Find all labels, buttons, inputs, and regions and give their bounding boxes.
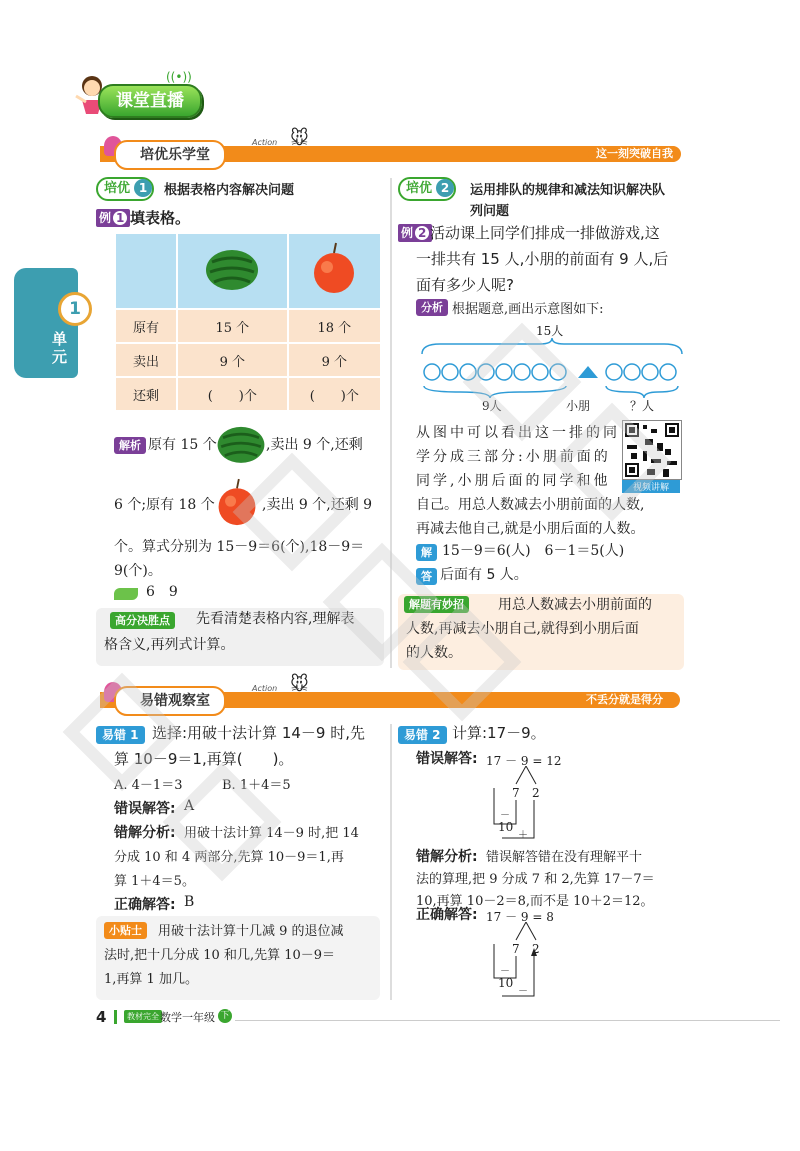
err2-wrong-equation: 17 － 9 = 12 <box>486 754 562 768</box>
broadcast-icon: ((•)) <box>166 70 192 84</box>
err1-correct: B <box>184 894 195 910</box>
tip-label: 解题有妙招 <box>404 596 469 613</box>
err1-tip-1: 用破十法计算十几减 9 的退位减 <box>158 924 344 939</box>
tag-label: 培优 <box>104 181 131 196</box>
err2-analysis-2: 法的算理,把 9 分成 7 和 2,先算 17－7＝ <box>416 872 655 887</box>
err2-analysis-1: 错误解答错在没有理解平十 <box>486 850 643 865</box>
tag-number: 1 <box>134 179 152 197</box>
explain-line1: 从图中可以看出这一排的同 <box>416 425 620 441</box>
analysis-label: 分析 <box>416 299 448 316</box>
tip-text2: 格含义,再列式计算。 <box>104 637 235 653</box>
solution-label: 解 <box>416 544 437 561</box>
analysis-line1a: 原有 15 个 <box>148 437 217 453</box>
example-line3: 面有多少人呢? <box>416 276 514 294</box>
volume-badge: 下 <box>218 1009 232 1023</box>
err1-analysis-3: 算 1＋4＝5。 <box>114 874 195 889</box>
example-number: 2 <box>415 226 429 240</box>
wrong-op-minus: － <box>500 810 510 821</box>
row-label: 还剩 <box>115 377 177 411</box>
column-divider <box>390 724 392 1000</box>
section-title: 培优乐学堂 <box>114 140 226 170</box>
wrong-split-2: 2 <box>532 786 540 800</box>
unit-label: 单元 <box>52 330 68 366</box>
wrong-ten: 10 <box>498 820 514 834</box>
mouse-icon: 🐭 <box>290 128 309 149</box>
err1-analysis-1: 用破十法计算 14－9 时,把 14 <box>184 826 359 841</box>
err1-correct-label: 正确解答: <box>114 897 176 913</box>
tag-peiyou-2 <box>398 177 456 201</box>
tag-peiyou-1 <box>96 177 154 201</box>
tag-label: 培优 <box>406 181 433 196</box>
section-slogan: 不丢分就是得分 <box>578 692 671 708</box>
page-number: 4 <box>96 1008 107 1026</box>
tip-line3: 的人数。 <box>406 645 462 661</box>
tag-description: 运用排队的规律和减法知识解决队 <box>470 183 666 198</box>
err2-analysis-3: 10,再算 10－2＝8,而不是 10＋2＝12。 <box>416 894 654 909</box>
section-title: 易错观察室 <box>114 686 226 716</box>
analysis-line4: 9(个)。 <box>114 563 162 579</box>
correct-ten: 10 <box>498 976 514 990</box>
err1-wrong-label: 错误解答: <box>114 801 176 817</box>
err2-correct-label: 正确解答: <box>416 907 478 923</box>
tip-line1: 用总人数减去小朋前面的 <box>498 597 652 613</box>
fruit-table <box>114 232 382 412</box>
err1-analysis-2: 分成 10 和 4 两部分,先算 10－9＝1,再 <box>114 850 344 865</box>
unit-number: 1 <box>58 292 92 326</box>
diagram-total: 15人 <box>536 324 564 338</box>
analysis-line3: 个。算式分别为 15－9＝6(个),18－9＝ <box>114 539 365 555</box>
correct-op-minus-1: － <box>500 966 510 977</box>
err1-question2: 算 10－9＝1,再算( )。 <box>114 750 294 768</box>
row-label: 卖出 <box>115 343 177 377</box>
example-label <box>96 209 130 227</box>
tag-number: 2 <box>436 179 454 197</box>
analysis-line1b: ,卖出 9 个,还剩 <box>266 437 363 453</box>
explain-line5: 再减去他自己,就是小朋后面的人数。 <box>416 521 645 537</box>
example-label <box>398 224 432 242</box>
lesson-banner: 课堂直播 <box>98 84 202 118</box>
err2-wrong-label: 错误解答: <box>416 751 478 767</box>
err1-question1: 选择:用破十法计算 14－9 时,先 <box>152 724 365 742</box>
err1-analysis-label: 错解分析: <box>114 825 176 841</box>
explain-line2: 学分成三部分:小朋前面的 <box>416 449 611 465</box>
err1-tip-2: 法时,把十几分成 10 和几,先算 10－9＝ <box>104 948 336 963</box>
err1-option-b: B. 1＋4＝5 <box>222 778 291 793</box>
err2-question: 计算:17－9。 <box>452 724 546 742</box>
diagram-middle: 小朋 <box>566 399 591 413</box>
section-slogan: 这一刻突破自我 <box>588 146 681 162</box>
tip-text1: 先看清楚表格内容,理解表 <box>196 611 355 627</box>
example-number: 1 <box>113 211 127 225</box>
analysis-text: 根据题意,画出示意图如下: <box>452 302 604 317</box>
table-corner <box>115 233 177 309</box>
watermelon-icon <box>214 420 268 472</box>
answer-leaf-icon <box>114 588 138 600</box>
subject-label: 数学一年级 <box>160 1011 215 1024</box>
table-cell: 9 个 <box>177 343 288 377</box>
error-tag-2: 易错 2 <box>398 726 447 744</box>
brand-logo: 教材完全 <box>124 1010 162 1023</box>
table-cell: 9 个 <box>288 343 381 377</box>
wrong-split-7: 7 <box>512 786 520 800</box>
example-word: 例 <box>99 211 112 225</box>
example-line2: 一排共有 15 人,小朋的前面有 9 人,后 <box>416 250 669 268</box>
diagram-back: ？人 <box>630 399 655 413</box>
err1-wrong: A <box>184 798 195 814</box>
example-line1: 活动课上同学们排成一排做游戏,这 <box>430 224 660 242</box>
footer-line <box>235 1020 780 1021</box>
correct-split-2: 2 <box>532 942 540 956</box>
table-cell: ( )个 <box>288 377 381 411</box>
example-word: 例 <box>401 226 414 240</box>
error-tag-1: 易错 1 <box>96 726 145 744</box>
tip-label: 小贴士 <box>104 922 147 939</box>
apple-icon <box>288 233 381 309</box>
err1-tip-3: 1,再算 1 加几。 <box>104 972 198 987</box>
table-cell: 18 个 <box>288 309 381 343</box>
correct-split-7: 7 <box>512 942 520 956</box>
example-title: 填表格。 <box>130 209 191 227</box>
tip-line2: 人数,再减去小朋自己,就得到小朋后面 <box>406 621 639 637</box>
err1-option-a: A. 4－1＝3 <box>114 778 183 793</box>
row-label: 原有 <box>115 309 177 343</box>
answer-text: 6 9 <box>146 584 178 600</box>
err2-correct-equation: 17 － 9 = 8 <box>486 910 554 924</box>
analysis-label: 解析 <box>114 437 146 454</box>
correct-op-minus-2: － <box>518 986 528 997</box>
mouse-icon: 🐭 <box>290 674 309 695</box>
analysis-line2a: 6 个;原有 18 个 <box>114 497 215 513</box>
err2-analysis-label: 错解分析: <box>416 849 478 865</box>
table-cell: 15 个 <box>177 309 288 343</box>
analysis-line2b: ,卖出 9 个,还剩 9 <box>262 497 373 513</box>
explain-line3: 同学,小朋后面的同学和他 <box>416 473 611 489</box>
footer-separator <box>114 1010 117 1024</box>
action-label: Action <box>252 138 278 147</box>
qr-label: 视频讲解 <box>622 480 680 493</box>
unit-side-tab <box>14 268 81 378</box>
watermelon-icon <box>177 233 288 309</box>
action-label: Action <box>252 684 278 693</box>
tag-description-2: 列问题 <box>470 204 510 219</box>
wrong-op-plus: ＋ <box>518 830 528 841</box>
answer-text: 后面有 5 人。 <box>440 567 528 583</box>
solution-text: 15－9＝6(人) 6－1＝5(人) <box>442 543 625 559</box>
answer-label: 答 <box>416 568 437 585</box>
table-cell: ( )个 <box>177 377 288 411</box>
tip-label: 高分决胜点 <box>110 612 175 629</box>
tag-description: 根据表格内容解决问题 <box>164 183 295 198</box>
diagram-front: 9人 <box>482 399 502 413</box>
explain-line4: 自己。用总人数减去小朋前面的人数, <box>416 497 645 513</box>
